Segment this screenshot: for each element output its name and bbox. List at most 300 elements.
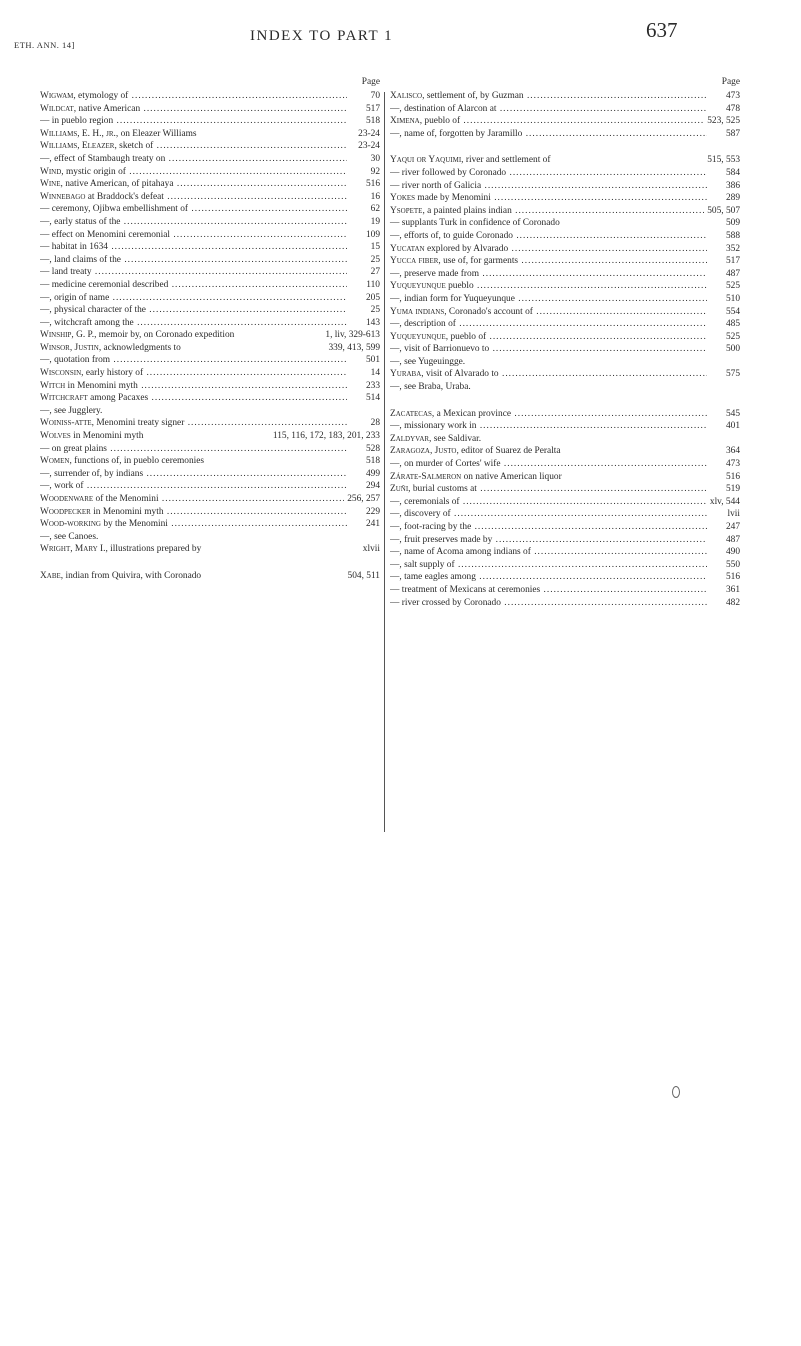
index-entry-heading: Wind [40, 166, 62, 177]
index-entry-text [390, 319, 707, 331]
index-entry-pages: 19 [370, 216, 380, 227]
index-entry-text [390, 434, 707, 446]
index-entry-subtext: explored by Alvarado [424, 243, 509, 254]
index-entry-subtext: —, see Jugglery. [40, 405, 103, 416]
index-entry-pages: 23-24 [358, 141, 380, 152]
index-entry [40, 204, 380, 216]
index-entry-pages: 25 [370, 305, 380, 316]
index-entry-heading: Winnebago [40, 191, 86, 202]
index-entry-text [390, 116, 704, 128]
index-entry-pages: 485 [725, 319, 740, 330]
index-entry-subtext: of the Menomini [93, 494, 159, 504]
index-entry-subtext: —, name of Acoma among indians of [390, 547, 531, 558]
index-entry-subtext: —, tame eagles among [390, 572, 476, 583]
index-entry-text [40, 330, 322, 342]
index-entry [40, 242, 380, 254]
index-entry-subtext: —, early status of the [40, 216, 121, 227]
index-entry-text [40, 179, 347, 191]
index-entry [40, 91, 380, 103]
index-entry-pages: 30 [370, 153, 380, 164]
index-entry-subtext: among Pacaxes [87, 393, 149, 404]
index-entry-text [40, 494, 344, 506]
index-entry-pages: 229 [365, 506, 380, 517]
index-entry-pages: 115, 116, 172, 183, 201, 233 [272, 431, 380, 442]
index-entry-text [40, 444, 347, 456]
index-entry-pages: 588 [725, 230, 740, 241]
index-entry-subtext: , pueblo of [445, 331, 487, 342]
index-entry [40, 305, 380, 317]
index-entry-subtext: —, salt supply of [390, 559, 455, 570]
index-entry-pages: 23-24 [358, 128, 380, 139]
index-entry-text [390, 535, 707, 547]
index-entry [40, 444, 380, 456]
index-entry [40, 318, 380, 330]
index-entry-subtext: —, visit of Barrionuevo to [390, 344, 490, 355]
index-entry-heading: Woiniss-atte [40, 418, 92, 429]
index-entry-pages: 25 [370, 254, 380, 265]
index-entry-pages: 70 [370, 91, 380, 101]
index-entry-subtext: — ceremony, Ojibwa embellishment of [40, 204, 189, 215]
index-entry [40, 494, 380, 506]
index-entry-pages: 294 [365, 481, 380, 492]
index-entry-text [390, 281, 707, 293]
index-entry-text [390, 585, 707, 597]
index-entry-subtext: , memoir by, on Coronado expedition [94, 330, 235, 341]
index-entry-text [40, 343, 325, 355]
index-entry-subtext: —, effect of Stambaugh treaty on [40, 153, 166, 164]
index-entry-heading: Wood-working [40, 519, 101, 530]
index-entry-pages: 110 [366, 279, 380, 290]
index-entry [390, 307, 740, 319]
index-entry-text [40, 154, 347, 166]
index-entry [390, 560, 740, 572]
index-entry-text [40, 318, 347, 330]
index-entry-heading: Wine [40, 179, 61, 190]
index-entry-heading: Zacatecas [390, 408, 432, 419]
index-entry-pages: 504, 511 [347, 570, 380, 581]
index-entry-subtext: —, land claims of the [40, 254, 121, 265]
left-column-page-heading: Page [361, 77, 380, 87]
index-entry-text [390, 294, 707, 306]
index-entry [390, 344, 740, 356]
index-entry-pages: 518 [365, 456, 380, 467]
index-entry-heading: Williams, E. H., jr. [40, 128, 116, 139]
index-entry-pages: 554 [725, 306, 740, 317]
index-entry-heading: Wolves [40, 431, 71, 442]
index-entry-subtext: in Menomini myth [65, 380, 138, 391]
index-entry [40, 293, 380, 305]
index-entry-pages: 517 [365, 103, 380, 114]
index-entry-heading: Williams, Eleazer [40, 141, 115, 152]
index-entry-pages: 256, 257 [347, 494, 380, 504]
index-entry-subtext: — treatment of Mexicans at ceremonies [390, 584, 541, 595]
index-entry-subtext: —, fruit preserves made by [390, 534, 493, 545]
index-entry-text [40, 167, 347, 179]
index-entry [390, 91, 740, 103]
index-entry-pages: 545 [725, 408, 740, 419]
index-entry-text [40, 507, 347, 519]
index-entry [390, 434, 740, 446]
index-entry-text [390, 357, 707, 369]
index-entry [390, 409, 740, 421]
index-entry-text [40, 544, 347, 556]
index-entry [390, 294, 740, 306]
index-entry [390, 319, 740, 331]
index-entry-text [40, 456, 347, 468]
index-entry-subtext: at Braddock's defeat [85, 191, 164, 202]
footer-ornament [672, 1086, 680, 1098]
section-gap [390, 395, 740, 409]
left-entry-list [40, 91, 380, 582]
index-entry [40, 343, 380, 355]
index-entry-subtext: —, description of [390, 319, 456, 330]
index-entry-text [40, 293, 347, 305]
index-entry-pages: 523, 525 [707, 116, 740, 127]
index-entry [40, 418, 380, 430]
index-entry-text [390, 421, 707, 433]
index-entry-subtext: , native American, of pitahaya [60, 179, 174, 190]
index-entry [390, 585, 740, 597]
index-entry-text [390, 168, 707, 180]
index-entry-heading: Wright, Mary I. [40, 544, 106, 555]
index-entry-subtext: pueblo [445, 281, 474, 292]
index-entry [40, 154, 380, 166]
page-number: 637 [646, 18, 678, 42]
index-entry-text [40, 280, 347, 292]
index-entry-pages: 27 [370, 267, 380, 278]
index-entry-pages: 519 [725, 484, 740, 495]
index-entry [390, 522, 740, 534]
index-entry-pages: 386 [725, 180, 740, 191]
index-entry-subtext: — supplants Turk in confidence of Coronado [390, 218, 560, 229]
index-entry [40, 280, 380, 292]
index-entry-subtext: —, see Braba, Uraba. [390, 382, 471, 393]
index-entry-text [390, 598, 707, 610]
index-entry-heading: Yuqueyunque [390, 331, 446, 342]
index-entry [390, 231, 740, 243]
index-entry-heading: Yokes [390, 193, 416, 204]
index-entry [390, 193, 740, 205]
index-entry [390, 459, 740, 471]
index-entry-subtext: —, missionary work in [390, 421, 477, 432]
index-entry-subtext: , mystic origin of [61, 166, 126, 177]
index-entry-text [40, 267, 347, 279]
index-entry-text [40, 406, 347, 418]
index-entry-pages: 478 [725, 103, 740, 114]
index-entry-subtext: —, see Canoes. [40, 531, 99, 542]
index-entry-text [390, 155, 704, 167]
index-entry-pages: 525 [725, 331, 740, 342]
index-entry-heading: Xalisco [390, 91, 423, 101]
index-entry-subtext: on native American liquor [461, 471, 562, 482]
index-entry-text [40, 571, 345, 583]
index-entry-pages: 401 [725, 421, 740, 432]
index-entry-text [390, 382, 707, 394]
index-entry [390, 129, 740, 141]
index-entry [40, 192, 380, 204]
index-entry-pages: 509 [725, 218, 740, 229]
index-entry-subtext: in Menomini myth [70, 431, 144, 442]
index-entry-subtext: —, surrender of, by indians [40, 468, 144, 479]
index-entry-pages: 92 [370, 166, 380, 177]
index-entry-subtext: —, see Yugeuingge. [390, 356, 466, 367]
index-entry-pages: 528 [365, 443, 380, 454]
index-entry-subtext: , a painted plains indian [422, 205, 512, 216]
index-entry-text [40, 192, 347, 204]
index-entry-heading: Woodpecker [40, 506, 91, 517]
running-head [0, 0, 801, 60]
index-entry-pages: 516 [725, 572, 740, 583]
index-entry-pages: 352 [725, 243, 740, 254]
index-entry-subtext: —, physical character of the [40, 305, 146, 316]
index-entry-subtext: —, on murder of Cortes' wife [390, 459, 501, 470]
index-entry-heading: Women [40, 456, 70, 467]
index-entry-heading: Winship, G. P. [40, 330, 95, 341]
index-entry-pages: 516 [365, 179, 380, 190]
index-entry-text [390, 91, 707, 103]
index-entry-pages: 473 [725, 459, 740, 470]
index-entry-subtext: —, origin of name [40, 292, 110, 303]
index-entry-pages: lvii [727, 509, 740, 520]
index-entry-subtext: —, indian form for Yuqueyunque [390, 293, 515, 304]
index-entry-text [390, 560, 707, 572]
index-entry [40, 255, 380, 267]
index-entry-text [390, 472, 707, 484]
left-index-column [40, 76, 380, 584]
index-entry-pages: 241 [365, 519, 380, 530]
index-entry [390, 168, 740, 180]
index-entry-pages: 143 [365, 317, 380, 328]
index-entry [40, 330, 380, 342]
index-entry-pages: xlvii [362, 544, 380, 555]
index-entry-text [390, 181, 707, 193]
running-head-title: INDEX TO PART 1 [250, 28, 394, 44]
index-entry-text [40, 91, 347, 103]
index-entry-subtext: —, quotation from [40, 355, 111, 366]
index-entry-subtext: , see Saldivar. [429, 433, 482, 444]
index-entry-heading: Zárate-Salmeron [390, 471, 462, 482]
index-entry-text [390, 572, 707, 584]
index-entry [390, 256, 740, 268]
index-entry-text [40, 305, 347, 317]
index-entry [390, 421, 740, 433]
index-entry [390, 535, 740, 547]
index-entry-text [40, 242, 347, 254]
index-entry-text [40, 381, 347, 393]
index-entry [40, 571, 380, 583]
index-entry-pages: 510 [725, 293, 740, 304]
index-entry-text [390, 509, 707, 521]
index-entry-subtext: — on great plains [40, 443, 107, 454]
index-entry [390, 244, 740, 256]
index-entry-subtext: , visit of Alvarado to [421, 369, 499, 380]
section-gap [40, 557, 380, 571]
index-entry-text [40, 141, 347, 153]
index-entry-text [40, 355, 347, 367]
index-entry [390, 547, 740, 559]
index-entry-pages: 525 [725, 281, 740, 292]
index-entry-text [390, 231, 707, 243]
index-entry-text [390, 547, 707, 559]
index-entry [40, 104, 380, 116]
index-entry-heading: Xabe [40, 570, 61, 581]
index-entry-text [390, 193, 707, 205]
index-entry [390, 509, 740, 521]
running-head-left: ETH. ANN. 14] [14, 40, 75, 50]
index-entry [40, 217, 380, 229]
index-entry [390, 484, 740, 496]
index-entry-heading: Zuñi [390, 484, 409, 495]
index-entry [40, 179, 380, 191]
index-entry-text [40, 368, 347, 380]
index-entry-text [390, 104, 707, 116]
index-entry-heading: Yuraba [390, 369, 422, 380]
index-entry [40, 532, 380, 544]
index-entry [40, 129, 380, 141]
index-entry-subtext: , on Eleazer Williams [115, 128, 197, 139]
index-entry [390, 332, 740, 344]
index-entry [40, 116, 380, 128]
index-entry-text [390, 369, 707, 381]
index-entry-pages: 1, liv, 329-613 [325, 330, 380, 341]
index-entry [390, 572, 740, 584]
index-entry-pages: 514 [365, 393, 380, 404]
index-entry-pages: 550 [725, 559, 740, 570]
index-entry-text [390, 256, 707, 268]
index-entry [390, 181, 740, 193]
index-entry [390, 369, 740, 381]
index-entry-text [390, 307, 707, 319]
index-entry-subtext: —, witchcraft among the [40, 317, 134, 328]
index-entry [390, 357, 740, 369]
right-column-page-heading: Page [721, 77, 740, 87]
index-entry-subtext: — river north of Galicia [390, 180, 482, 191]
index-entry-pages: 499 [365, 468, 380, 479]
index-entry-subtext: , burial customs at [408, 484, 477, 495]
index-entry-subtext: , indian from Quivira, with Coronado [60, 570, 202, 581]
index-entry-subtext: , Menomini treaty signer [91, 418, 185, 429]
index-entry-heading: Winsor, Justin [40, 342, 99, 353]
index-entry-subtext: , a Mexican province [431, 408, 512, 419]
index-entry [40, 355, 380, 367]
right-index-column [390, 76, 740, 610]
index-entry-subtext: — river followed by Coronado [390, 167, 507, 178]
index-entry-subtext: , illustrations prepared by [105, 544, 202, 555]
index-entry-pages: 109 [365, 229, 380, 240]
index-entry-pages: 515, 553 [707, 155, 740, 166]
index-entry-pages: 247 [725, 522, 740, 532]
index-entry-heading: Zaldyvar [390, 433, 430, 444]
index-entry-heading: Ysopete [390, 205, 423, 216]
index-entry-subtext: —, ceremonials of [390, 496, 460, 507]
index-entry-text [390, 218, 707, 230]
index-entry-text [390, 206, 704, 218]
index-entry-text [390, 332, 707, 344]
index-entry-pages: 501 [365, 355, 380, 366]
index-entry-heading: Wisconsin [40, 368, 82, 379]
index-entry-pages: 500 [725, 344, 740, 355]
index-entry-subtext: —, preserve made from [390, 268, 480, 279]
index-entry-pages: 517 [725, 256, 740, 267]
index-entry-heading: Yaqui or Yaquimi [390, 155, 462, 166]
index-entry-pages: 361 [725, 584, 740, 595]
index-entry-subtext: , use of, for garments [438, 256, 519, 267]
right-entry-list [390, 91, 740, 609]
index-entry [390, 281, 740, 293]
index-entry-pages: 587 [725, 128, 740, 139]
index-entry-heading: Yuma indians [390, 306, 445, 317]
index-entry-pages: 339, 413, 599 [328, 342, 380, 353]
index-entry-text [40, 469, 347, 481]
index-entry [390, 206, 740, 218]
index-entry-pages: 16 [370, 191, 380, 202]
index-entry-pages: 505, 507 [707, 205, 740, 216]
index-entry [40, 267, 380, 279]
index-entry-text [40, 217, 347, 229]
index-entry-pages: 516 [725, 471, 740, 482]
index-entry [390, 218, 740, 230]
index-entry-subtext: made by Menomini [415, 193, 491, 204]
index-entry-subtext: — in pueblo region [40, 116, 114, 127]
index-entry [390, 382, 740, 394]
index-entry-text [40, 481, 347, 493]
index-entry [40, 519, 380, 531]
index-entry-text [390, 484, 707, 496]
index-entry-text [390, 459, 707, 471]
index-entry-subtext: —, foot-racing by the [390, 522, 472, 532]
index-entry-pages: 482 [725, 597, 740, 608]
index-entry-text [40, 418, 347, 430]
index-entry-text [40, 116, 347, 128]
index-entry-pages: 62 [370, 204, 380, 215]
index-entry-subtext: , acknowledgments to [98, 342, 181, 353]
index-entry-pages: 205 [365, 292, 380, 303]
index-entry-subtext: — habitat in 1634 [40, 242, 108, 253]
index-entry-heading: Ximena [390, 116, 420, 127]
index-entry-heading: Yucca fiber [390, 256, 439, 267]
index-entry-text [390, 269, 707, 281]
index-entry [390, 598, 740, 610]
index-entry-subtext: , Coronado's account of [444, 306, 533, 317]
index-entry [390, 472, 740, 484]
index-entry-text [40, 393, 347, 405]
index-entry-subtext: , sketch of [114, 141, 154, 152]
index-entry-subtext: , editor of Suarez de Peralta [456, 446, 561, 457]
index-entry-subtext: —, work of [40, 481, 84, 492]
index-entry [40, 431, 380, 443]
index-entry-subtext: in Menomini myth [90, 506, 164, 517]
index-entry [390, 155, 740, 167]
index-entry-text [390, 344, 707, 356]
index-entry-text [390, 129, 707, 141]
index-entry-heading: Woodenware [40, 494, 94, 504]
index-entry [40, 456, 380, 468]
index-entry-text [40, 104, 347, 116]
index-entry [40, 381, 380, 393]
index-entry-subtext: —, efforts of, to guide Coronado [390, 230, 513, 241]
index-entry-text [390, 244, 707, 256]
index-entry-subtext: , pueblo of [419, 116, 461, 127]
index-entry-subtext: by the Menomini [100, 519, 168, 530]
index-entry-subtext: , settlement of, by Guzman [422, 91, 524, 101]
index-entry-text [40, 204, 347, 216]
index-entry-pages: 490 [725, 547, 740, 558]
index-entry-heading: Witch [40, 380, 66, 391]
index-entry-text [390, 409, 707, 421]
index-entry-subtext: , native American [73, 103, 141, 114]
index-entry-text [390, 522, 707, 534]
index-entry-pages: 28 [370, 418, 380, 429]
